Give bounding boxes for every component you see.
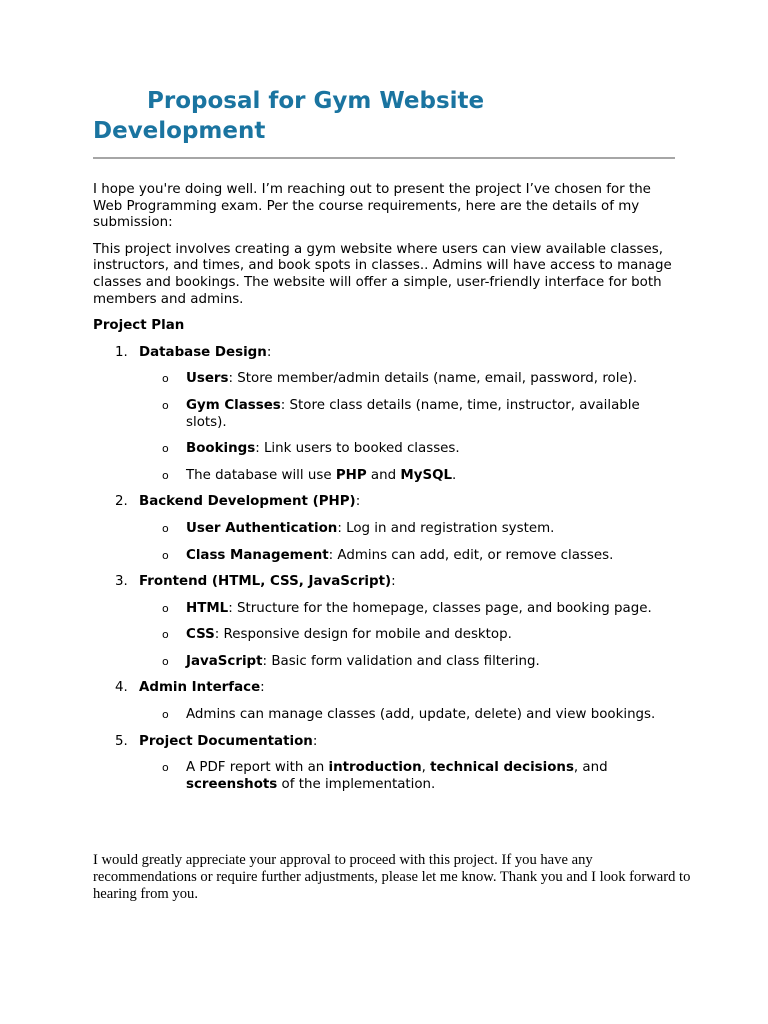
bullet-icon: o bbox=[162, 442, 169, 456]
plan-subitem: o JavaScript: Basic form validation and class filtering. bbox=[162, 653, 540, 669]
bullet-icon: o bbox=[162, 468, 169, 482]
bullet-icon: o bbox=[162, 521, 169, 535]
plan-subitems bbox=[139, 371, 675, 484]
plan-subitem: o Class Management: Admins can add, edit, or remove classes. bbox=[162, 547, 614, 563]
bullet-icon: o bbox=[162, 761, 169, 775]
plan-item-title: Project Documentation bbox=[139, 733, 313, 749]
closing-paragraph: I would greatly appreciate your approval to proceed with this project. If you have any recommendations or require further adjustments, please let me know. Thank you and I look forward to hearing from you. bbox=[93, 852, 691, 902]
plan-item-number: 4. bbox=[115, 680, 128, 696]
plan-subitems bbox=[139, 521, 675, 564]
project-plan-list bbox=[93, 345, 675, 794]
plan-item-title: Backend Development (PHP) bbox=[139, 494, 356, 510]
intro-paragraph: I hope you're doing well. I’m reaching out to present the project I’ve chosen for the Web Programming exam. Per the course requirements, here are the details of my submission: bbox=[93, 182, 651, 231]
plan-item-title: Database Design bbox=[139, 344, 267, 360]
plan-heading: Project Plan bbox=[93, 318, 185, 334]
bullet-icon: o bbox=[162, 548, 169, 562]
plan-item-number: 1. bbox=[115, 344, 128, 360]
plan-item-number: 5. bbox=[115, 733, 128, 749]
plan-subitem: o Bookings: Link users to booked classes. bbox=[162, 441, 460, 457]
description-paragraph: This project involves creating a gym website where users can view available classes, instructors, and times, and book spots in classes.. Admins will have access to manage classes and bookings. The website will offer a simple, user-friendly interface for both members and admins. bbox=[93, 241, 672, 307]
plan-item: 5. Project Documentation: o A PDF report with an introduction, technical decisions, and screenshots of the implementation. bbox=[93, 734, 675, 794]
document-body bbox=[93, 182, 675, 803]
plan-subitems bbox=[139, 760, 675, 793]
plan-subitems bbox=[139, 707, 675, 724]
plan-subitem: o User Authentication: Log in and registration system. bbox=[162, 520, 555, 536]
plan-subitems bbox=[139, 601, 675, 671]
plan-item: 1. Database Design: o Users: Store member/admin details (name, email, password, role). o Gym Classes: Store class details (name, time, instructor, available slots). o Bookings: Link users to booked classes. o The database will use PHP and MySQL. bbox=[93, 345, 675, 485]
title-line-1: Proposal for Gym Website bbox=[147, 88, 485, 114]
title-divider bbox=[93, 157, 675, 159]
plan-item: 2. Backend Development (PHP): o User Authentication: Log in and registration system. o Class Management: Admins can add, edit, or remove classes. bbox=[93, 494, 675, 564]
bullet-icon: o bbox=[162, 628, 169, 642]
plan-subitem: o A PDF report with an introduction, technical decisions, and screenshots of the implementation. bbox=[162, 760, 608, 792]
plan-item: 3. Frontend (HTML, CSS, JavaScript): o HTML: Structure for the homepage, classes page, and booking page. o CSS: Responsive design for mobile and desktop. o JavaScript: Basic form validation and class filtering. bbox=[93, 574, 675, 670]
plan-subitem: o CSS: Responsive design for mobile and desktop. bbox=[162, 627, 512, 643]
bullet-icon: o bbox=[162, 372, 169, 386]
plan-subitem: o Gym Classes: Store class details (name, time, instructor, available slots). bbox=[162, 397, 640, 430]
plan-subitem: o Admins can manage classes (add, update, delete) and view bookings. bbox=[162, 707, 656, 723]
bullet-icon: o bbox=[162, 398, 169, 412]
plan-item-title: Admin Interface bbox=[139, 680, 261, 696]
plan-item-number: 2. bbox=[115, 494, 128, 510]
bullet-icon: o bbox=[162, 708, 169, 722]
plan-subitem: o HTML: Structure for the homepage, classes page, and booking page. bbox=[162, 600, 652, 616]
bullet-icon: o bbox=[162, 601, 169, 615]
bullet-icon: o bbox=[162, 654, 169, 668]
plan-subitem: o The database will use PHP and MySQL. bbox=[162, 467, 457, 483]
plan-item-number: 3. bbox=[115, 574, 128, 590]
plan-item-title: Frontend (HTML, CSS, JavaScript) bbox=[139, 574, 392, 590]
document-title bbox=[93, 86, 675, 146]
plan-item: 4. Admin Interface: o Admins can manage classes (add, update, delete) and view bookings. bbox=[93, 680, 675, 723]
plan-subitem: o Users: Store member/admin details (name, email, password, role). bbox=[162, 371, 638, 387]
title-line-2: Development bbox=[93, 118, 266, 144]
